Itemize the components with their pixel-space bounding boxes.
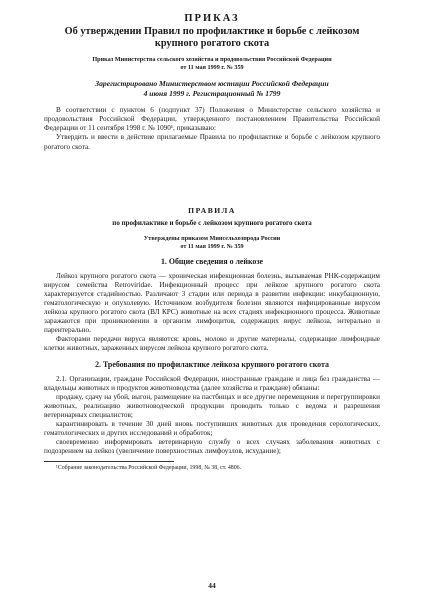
order-subtitle: Об утверждении Правил по профилактике и борьбе с лейкозом крупного рогатого скота xyxy=(64,26,360,49)
order-paragraph-2: Утвердить и ввести в действие прилагаемые Правила по профилактике и борьбе с лейкозом крупного рогатого скота. xyxy=(44,133,380,151)
registration-line1: Зарегистрировано Министерством юстиции Российской Федерации xyxy=(95,79,329,88)
rules-approval-line2: от 11 мая 1999 г. № 359 xyxy=(180,242,244,250)
rules-title: ПРАВИЛА xyxy=(188,205,236,215)
rules-approval xyxy=(44,235,380,251)
order-meta-line2: от 11 мая 1999 г. № 359 xyxy=(180,64,244,71)
section-1-paragraph-2: Факторами передачи вируса являются: кровь, молоко и другие материалы, содержащие лимфоидные клетки животных, зараженных вирусом лейкоза крупного рогатого скота. xyxy=(44,335,380,353)
footnote-divider xyxy=(44,461,174,462)
registration-line2: 4 июня 1999 г. Регистрационный № 1799 xyxy=(143,88,281,98)
footnote: ¹Собрание законодательства Российской Федерации, 1998, № 38, ст. 4806. xyxy=(56,465,242,472)
spacer xyxy=(44,152,380,206)
order-paragraph-1: В соответствии с пунктом 6 (подпункт 37) Положения о Министерстве сельского хозяйства и продовольствия Российской Федерации, утвержденного постановлением Правительства Российской Федерации от 11 сентября 1998 г. № 1090¹, приказываю: xyxy=(44,106,380,133)
section-1-heading: 1. Общие сведения о лейкозе xyxy=(160,256,264,266)
order-title: ПРИКАЗ xyxy=(184,13,240,24)
section-2-paragraph-1: 2.1. Организации, граждане Российской Федерации, иностранные граждане и лица без гражданства — владельцы животных и продуктов животноводства (далее хозяйства и граждане) обязаны: xyxy=(44,374,380,392)
order-meta xyxy=(44,56,380,72)
rules-subtitle: по профилактике и борьбе с лейкозом крупного рогатого скота xyxy=(112,218,312,227)
section-2-paragraph-4: своевременно информировать ветеринарную службу о всех случаях заболевания животных с подозрением на лейкоз (увеличение поверхностных лимфоузлов, исхудание); xyxy=(44,438,380,456)
page-number: 44 xyxy=(208,581,216,590)
section-1-paragraph-1: Лейкоз крупного рогатого скота — хроническая инфекционная болезнь, вызываемая РНК-содержащим вирусом семейства Retroviridae. Инфекционный процесс при лейкозе крупного рогатого скота характеризуется стадийностью. Различают 3 стадии или периода в развитии инфекции: инкубационную, гематологическую и опухолевую. Источником возбудителя болезни являются инфицированные вирусом лейкоза крупного рогатого скота (ВЛ КРС) животные на всех стадиях инфекционного процесса. Животные заражаются при проникновении в организм лимфоцитов, содержащих вирус лейкоза, энтерально и парентерально. xyxy=(44,271,380,335)
section-2-paragraph-3: карантинировать в течение 30 дней вновь поступивших животных для проведения серологических, гематологических и других исследований и обработок; xyxy=(44,419,380,438)
order-body xyxy=(44,106,380,151)
order-meta-line1: Приказ Министерства сельского хозяйства и продовольствия Российской Федерации xyxy=(92,56,332,63)
rules-approval-line1: Утверждены приказом Минсельхозпрода России xyxy=(143,234,281,242)
section-2-paragraph-2: продажу, сдачу на убой, выгон, размещение на пастбищах и все другие перемещения и перегруппировки животных, реализацию животноводческой продукции проводить только с ведома и разрешения ветеринарных специалистов; xyxy=(44,392,380,419)
section-2-heading: 2. Требования по профилактике лейкоза крупного рогатого скота xyxy=(95,359,329,369)
registration-note xyxy=(44,79,380,98)
